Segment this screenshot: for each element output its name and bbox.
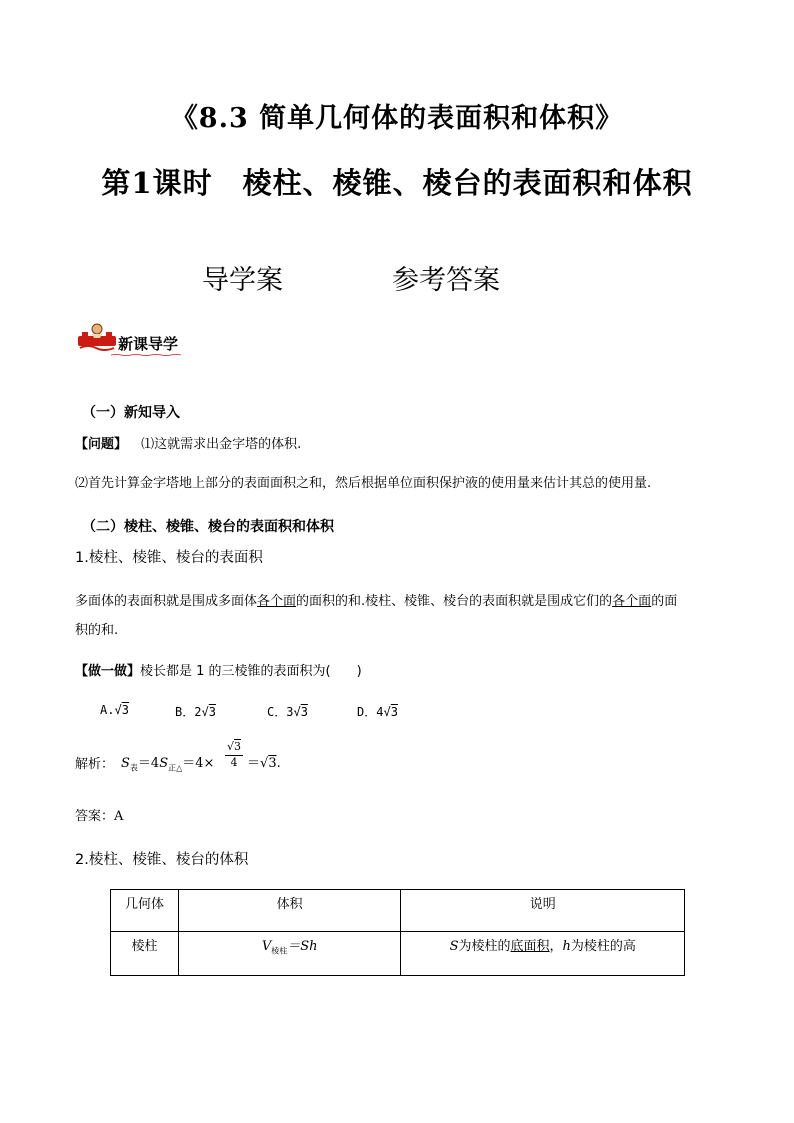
answer-label: 答案： [75, 809, 115, 824]
document-title: 《8.3 简单几何体的表面积和体积》 [170, 103, 624, 134]
exercise-tag: 【做一做】 [75, 664, 141, 679]
subsection-1-title: 1.棱柱、棱锥、棱台的表面积 [75, 550, 263, 566]
table-header-cell: 几何体 [111, 890, 179, 932]
sqrt-icon: √ [293, 705, 301, 719]
answer-line [75, 805, 123, 824]
surface-area-paragraph [75, 590, 677, 609]
table-row [111, 932, 685, 976]
mascot-icon [76, 322, 118, 356]
answer-value: A [114, 809, 124, 824]
lesson-title: 第1课时 棱柱、棱锥、棱台的表面积和体积 [101, 166, 693, 200]
sqrt-icon: √ [226, 740, 234, 753]
subtitle-guide: 导学案 [202, 265, 283, 296]
question-line [75, 433, 301, 452]
section-header-label: 新课导学 [118, 335, 179, 353]
subsection-2-title: 2.棱柱、棱锥、棱台的体积 [75, 852, 249, 868]
analysis-result: ＝√3. [247, 756, 281, 771]
table-header-cell: 说明 [401, 890, 685, 932]
sqrt-icon: √ [260, 756, 269, 771]
para-blank-2: 各个面 [612, 594, 652, 609]
table-cell-name: 棱柱 [111, 932, 179, 976]
exercise-text: 棱长都是 1 的三棱锥的表面积为( ) [140, 664, 362, 679]
question-item-1: ⑴这就需求出金字塔的体积. [141, 437, 302, 452]
para-blank-1: 各个面 [257, 594, 297, 609]
exercise-line [75, 660, 362, 679]
table-header-row [111, 890, 685, 932]
para-line-2: 积的和. [75, 623, 119, 638]
table-cell-description: S为棱柱的底面积，h为棱柱的高 [401, 932, 685, 976]
table-cell-volume: $V_{棱柱}=Sh$ [178, 932, 401, 976]
para-text-a: 多面体的表面积就是围成多面体 [75, 594, 258, 609]
para-text-b: 的面积的和.棱柱、棱锥、棱台的表面积就是围成它们的 [296, 594, 613, 609]
table-header-cell: 体积 [178, 890, 401, 932]
section-header [76, 330, 216, 356]
part2-heading: （二）棱柱、棱锥、棱台的表面积和体积 [82, 519, 334, 535]
subtitle-answer: 参考答案 [392, 265, 500, 296]
sqrt-icon: √ [114, 703, 122, 717]
option-b: B．2√3 [175, 705, 216, 719]
sqrt-icon: √ [201, 705, 209, 719]
question-tag: 【问题】 [75, 437, 128, 452]
analysis-label: 解析： [75, 757, 115, 772]
question-item-2: ⑵首先计算金字塔地上部分的表面面积之和，然后根据单位面积保护液的使用量来估计其总的使用量. [75, 476, 652, 491]
sqrt-icon: √ [383, 705, 391, 719]
section-underline [76, 354, 216, 356]
part1-heading: （一）新知导入 [82, 405, 180, 421]
option-c: C．3√3 [267, 705, 308, 719]
volume-table [110, 889, 685, 976]
analysis-fraction: √3 4 [226, 740, 241, 769]
option-d: D．4√3 [357, 705, 398, 719]
analysis-formula: $S_表=4S_{正\triangle}=4\times$ [121, 756, 215, 773]
para-text-c: 的面 [651, 594, 678, 609]
option-a: A.√3 [100, 703, 129, 717]
